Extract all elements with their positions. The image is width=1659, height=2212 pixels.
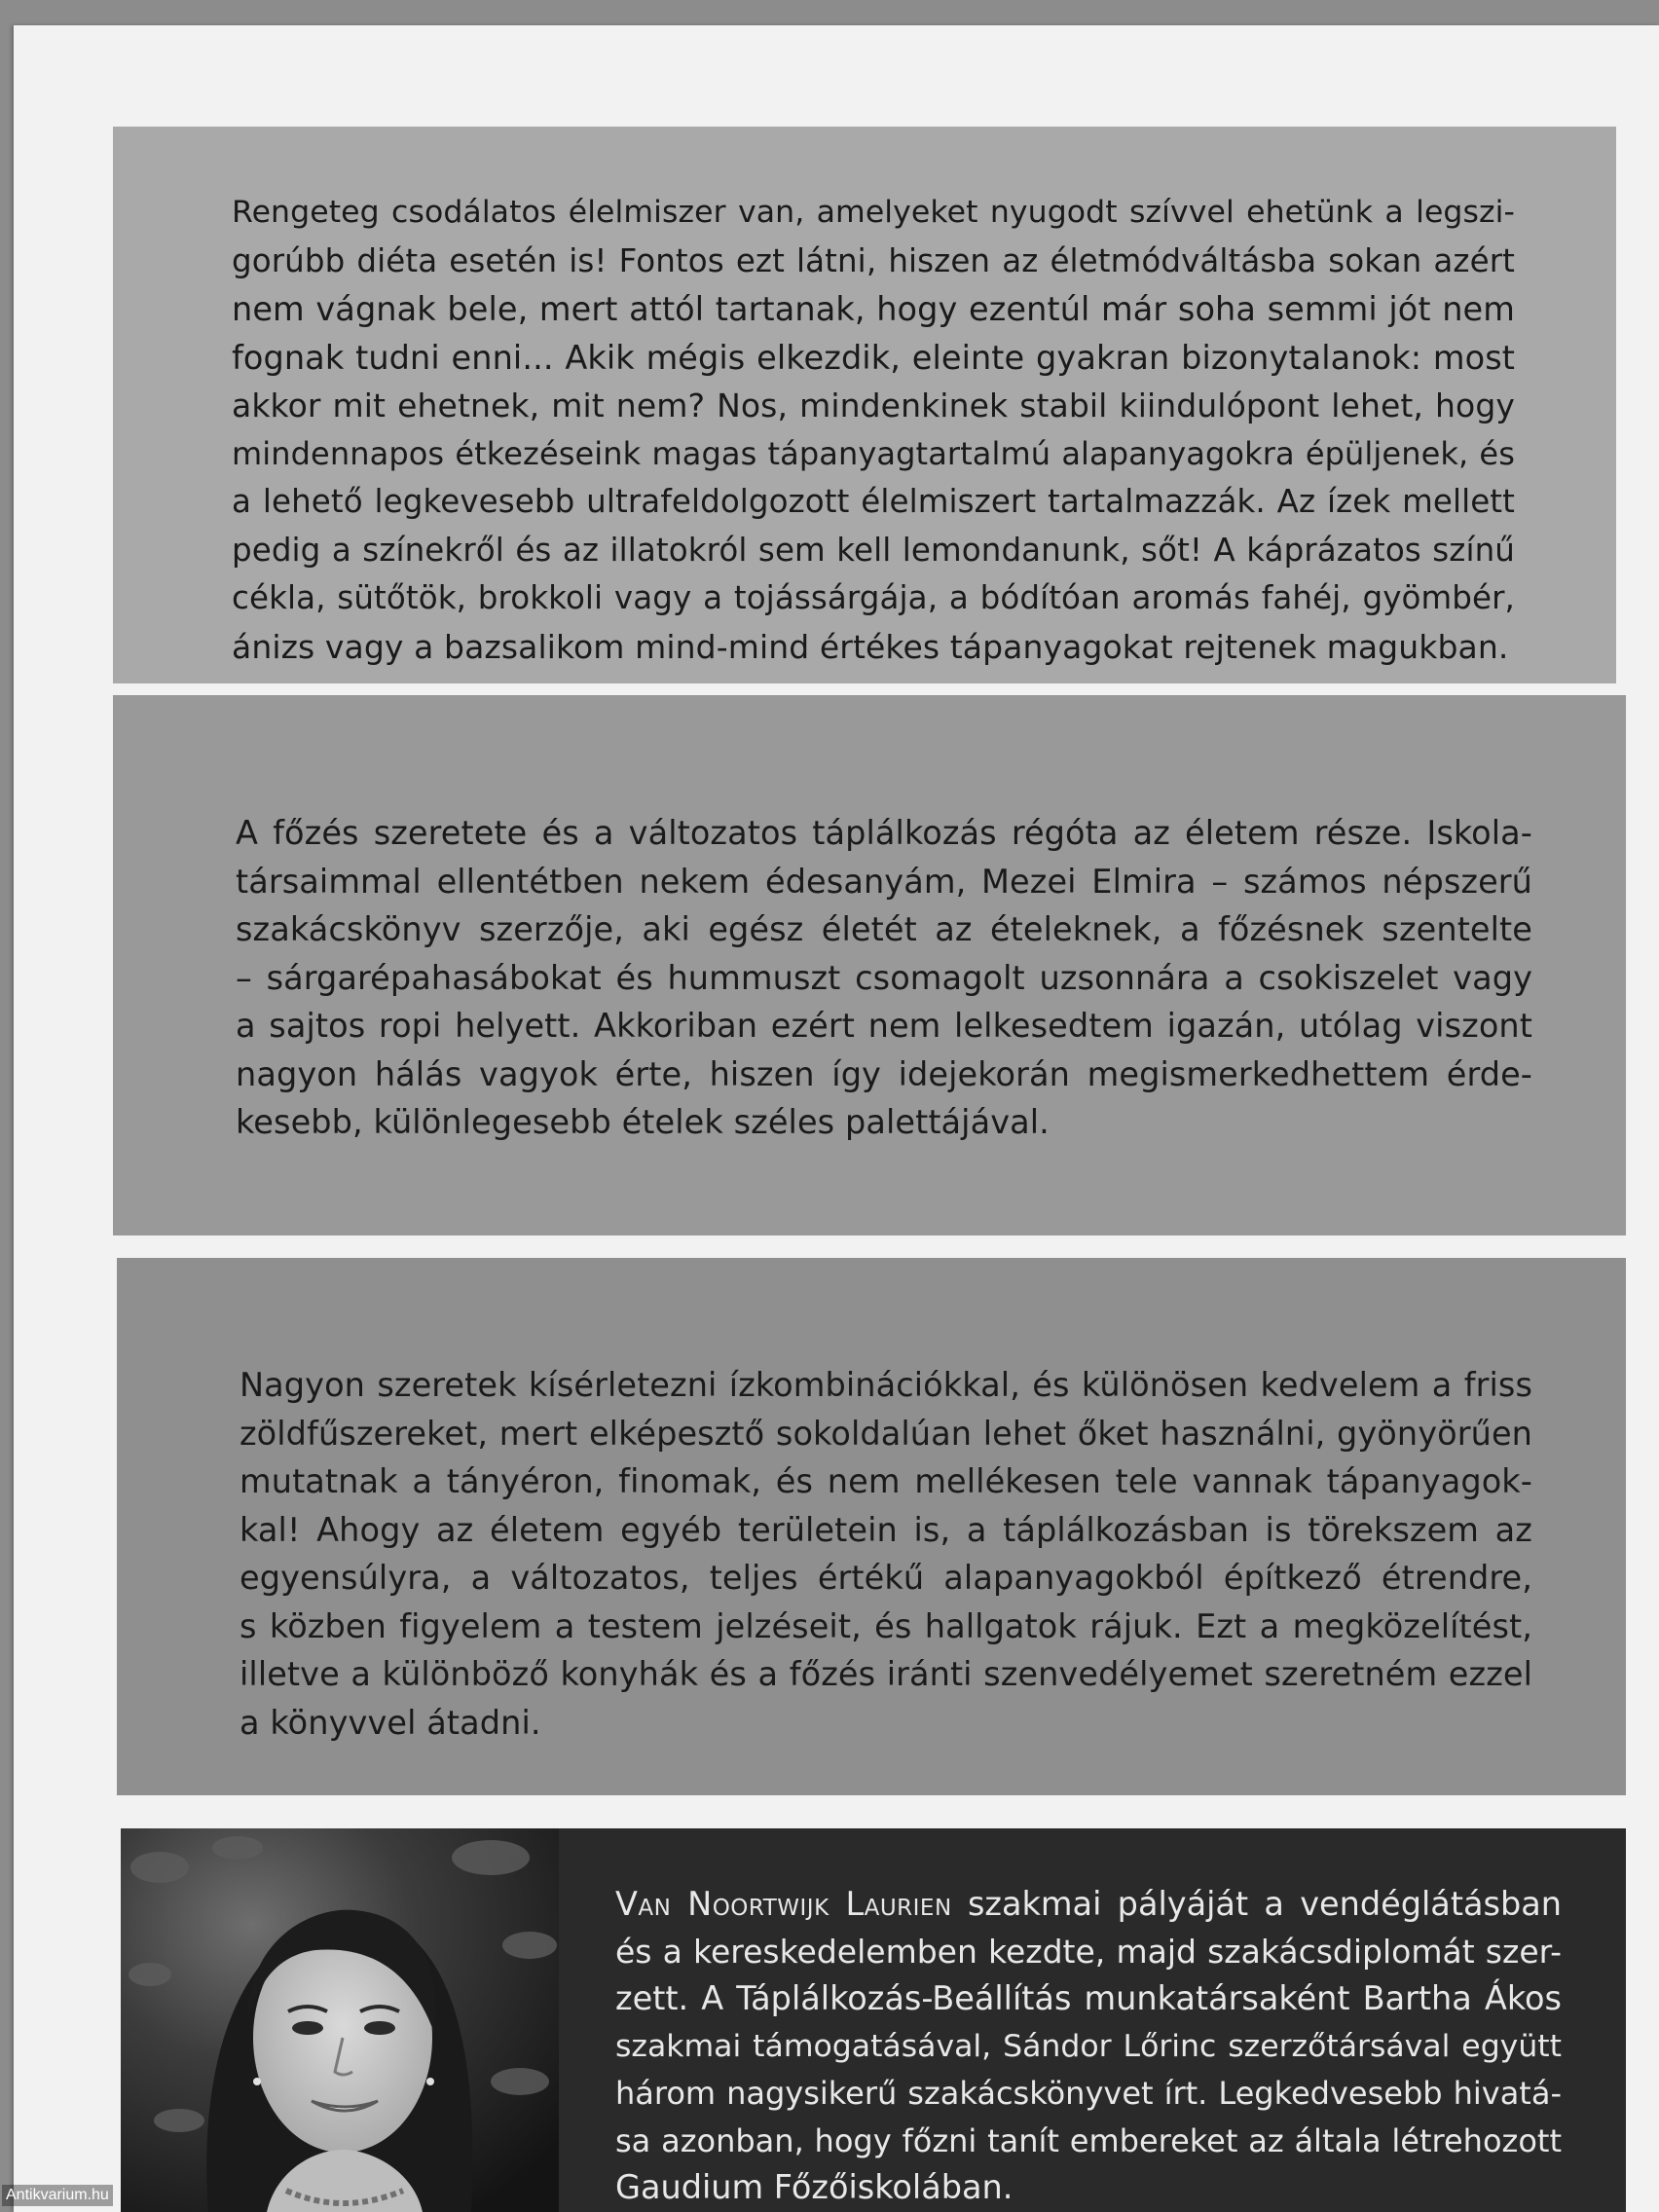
paragraph-line: A főzés szeretete és a változatos táplálkozás régóta az életem része. Iskola-	[236, 814, 1532, 852]
paragraph-line: pedig a színekről és az illatokról sem kell lemondanunk, sőt! A káprázatos színű	[232, 531, 1515, 569]
paragraph-line: szakácskönyv szerzője, aki egész életét az ételeknek, a főzésnek szentelte	[236, 910, 1532, 948]
paragraph-line: akkor mit ehetnek, mit nem? Nos, mindenkinek stabil kiindulópont lehet, hogy	[232, 387, 1515, 424]
bio-line: és a kereskedelemben kezdte, majd szakácsdiplomát szer-	[615, 1932, 1562, 1971]
paragraph-line: a könyvvel átadni.	[240, 1703, 541, 1742]
book-page	[14, 25, 1659, 2212]
bio-line-rest: szakmai pályáját a vendéglátásban	[951, 1885, 1562, 1923]
paragraph-line: a sajtos ropi helyett. Akkoriban ezért nem lelkesedtem igazán, utólag viszont	[236, 1007, 1532, 1045]
paragraph-line: ánizs vagy a bazsalikom mind-mind értékes tápanyagokat rejtenek magukban.	[232, 627, 1509, 666]
paragraph-line: nagyon hálás vagyok érte, hiszen így idejekorán megismerkedhettem érde-	[236, 1054, 1532, 1093]
bio-line: Gaudium Főzőiskolában.	[615, 2168, 1014, 2206]
bio-line: zett. A Táplálkozás-Beállítás munkatársaként Bartha Ákos	[615, 1979, 1562, 2017]
paragraph-line: zöldfűszereket, mert elképesztő sokoldalúan lehet őket használni, gyönyörűen	[240, 1414, 1532, 1453]
paragraph-line: mindennapos étkezéseink magas tápanyagtartalmú alapanyagokra épüljenek, és	[232, 434, 1515, 472]
text-panel-3	[117, 1258, 1626, 1795]
paragraph-line: társaimmal ellentétben nekem édesanyám, Mezei Elmira – számos népszerű	[236, 862, 1532, 901]
paragraph-line: cékla, sütőtök, brokkoli vagy a tojássárgája, a bódítóan aromás fahéj, gyömbér,	[232, 579, 1515, 616]
paragraph-line: gorúbb diéta esetén is! Fontos ezt látni, hiszen az életmódváltásba sokan azért	[232, 241, 1515, 279]
author-bio-panel	[121, 1828, 1626, 2212]
paragraph-line: Rengeteg csodálatos élelmiszer van, amelyeket nyugodt szívvel ehetünk a legszi-	[232, 195, 1515, 230]
bio-line: sa azonban, hogy főzni tanít embereket az általa létrehozott	[615, 2121, 1562, 2159]
author-portrait-illustration	[121, 1828, 559, 2212]
paragraph-line: kal! Ahogy az életem egyéb területein is, a táplálkozásban is törekszem az	[240, 1510, 1532, 1549]
paragraph-line: nem vágnak bele, mert attól tartanak, hogy ezentúl már soha semmi jót nem	[232, 290, 1515, 328]
watermark: Antikvarium.hu	[2, 2185, 113, 2206]
paragraph-line: s közben figyelem a testem jelzéseit, és hallgatok rájuk. Ezt a megközelítést,	[240, 1606, 1532, 1645]
bio-line: három nagysikerű szakácskönyvet írt. Legkedvesebb hivatá-	[615, 2075, 1562, 2112]
paragraph-2	[236, 809, 1532, 1147]
author-name: Van Noortwijk Laurien	[615, 1885, 952, 1923]
paragraph-line: kesebb, különlegesebb ételek széles palettájával.	[236, 1103, 1050, 1141]
paragraph-line: mutatnak a tányéron, finomak, és nem mellékesen tele vannak tápanyagok-	[240, 1462, 1532, 1500]
paragraph-3	[240, 1361, 1532, 1747]
bio-line: szakmai támogatásával, Sándor Lőrinc szerzőtársával együtt	[615, 2028, 1562, 2064]
bio-line	[615, 1881, 1562, 1929]
author-photo	[121, 1828, 559, 2212]
paragraph-1	[232, 189, 1515, 671]
text-panel-2	[113, 695, 1626, 1235]
paragraph-line: fognak tudni enni... Akik mégis elkezdik, eleinte gyakran bizonytalanok: most	[232, 338, 1515, 377]
paragraph-line: – sárgarépahasábokat és hummuszt csomagolt uzsonnára a csokiszelet vagy	[236, 958, 1532, 997]
paragraph-line: egyensúlyra, a változatos, teljes értékű alapanyagokból építkező étrendre,	[240, 1559, 1532, 1597]
paragraph-line: a lehető legkevesebb ultrafeldolgozott élelmiszert tartalmazzák. Az ízek mellett	[232, 483, 1515, 520]
author-bio-text	[615, 1881, 1562, 2212]
paragraph-line: Nagyon szeretek kísérletezni ízkombinációkkal, és különösen kedvelem a friss	[240, 1366, 1532, 1404]
text-panel-1	[113, 127, 1616, 683]
paragraph-line: illetve a különböző konyhák és a főzés iránti szenvedélyemet szeretném ezzel	[240, 1655, 1532, 1693]
